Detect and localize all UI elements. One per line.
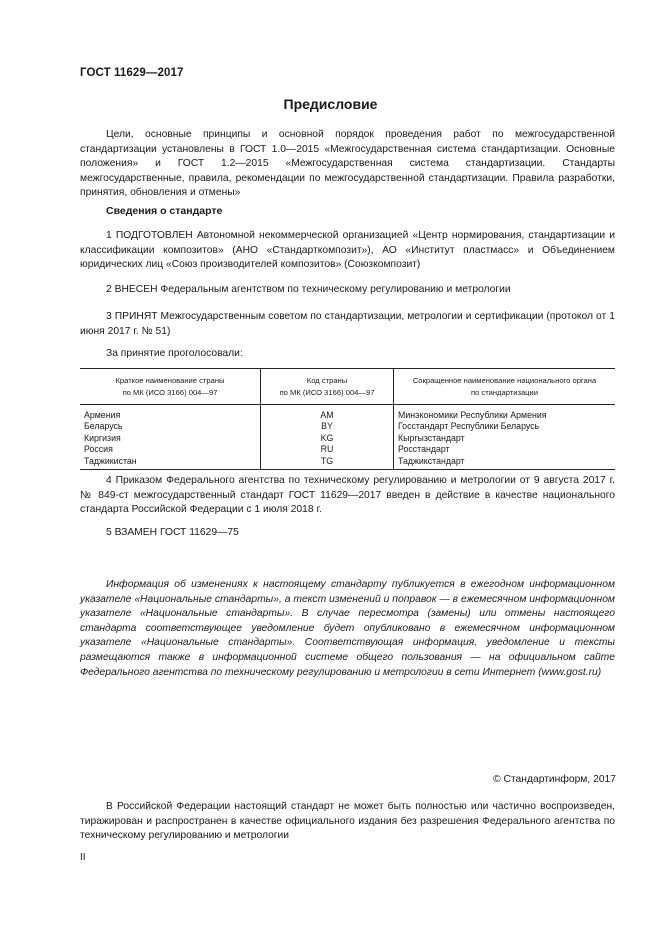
national-body-cell: Минэкономики Республики Армения (398, 410, 547, 420)
header-national-body: Сокращенное наименование национального органа по стандартизации (394, 369, 616, 405)
country-name-cell: Киргизия (84, 432, 121, 443)
country-name-cell: Россия (84, 444, 113, 455)
table-row (80, 421, 615, 432)
table-row (80, 405, 615, 422)
national-body-cell: Росстандарт (398, 444, 450, 455)
header-country-code: Код страны по МК (ИСО 3166) 004—97 (261, 369, 394, 405)
country-name-cell: Беларусь (84, 421, 123, 432)
national-body-cell: Госстандарт Республики Беларусь (398, 421, 540, 432)
country-code-cell: KG (261, 433, 394, 444)
country-code-cell: BY (261, 421, 394, 432)
page-number: II (80, 852, 86, 863)
item-replaces: 5 ВЗАМЕН ГОСТ 11629—75 (106, 527, 239, 538)
national-body-cell: Таджикстандарт (394, 456, 616, 470)
country-code-cell: RU (261, 444, 394, 455)
legal-notice: В Российской Федерации настоящий стандарт не может быть полностью или частично воспроизведен, тиражирован и распространен в качестве официального издания без разрешения Федерального агентства по техническому регулированию и метрологии (80, 801, 615, 842)
copyright-line: © Стандартинформ, 2017 (493, 774, 616, 785)
document-code-header: ГОСТ 11629—2017 (80, 67, 184, 79)
vote-label: За принятие проголосовали: (106, 348, 243, 359)
national-body-cell: Кыргызстандарт (398, 432, 465, 443)
section-heading: Сведения о стандарте (106, 205, 223, 217)
page-title: Предисловие (283, 96, 378, 112)
country-code-cell: AM (261, 405, 394, 422)
country-name-cell: Таджикистан (80, 456, 261, 470)
item-submitted: 2 ВНЕСЕН Федеральным агентством по техническому регулированию и метрологии (106, 284, 511, 295)
country-code-cell: TG (261, 456, 394, 470)
table-header-row (80, 369, 615, 405)
item-adopted: 3 ПРИНЯТ Межгосударственным советом по стандартизации, метрологии и сертификации (протокол от 1 июня 2017 г. № 51) (80, 311, 615, 337)
countries-table (80, 368, 615, 470)
item-prepared: 1 ПОДГОТОВЛЕН Автономной некоммерческой организацией «Центр нормирования, стандартизации и классификации композитов» (АНО «Стандарткомпозит»), АО «Институт пластмасс» и Объединением юридических лиц «Союз производителей композитов» (Союзкомпозит) (80, 230, 615, 271)
table-row (80, 433, 615, 444)
item-enacted: 4 Приказом Федерального агентства по техническому регулированию и метрологии от 9 августа 2017 г. № 849-ст межгосударственный стандарт ГОСТ 11629—2017 введен в действие в качестве национального стандарта Российской Федерации с 1 июля 2018 г. (80, 475, 615, 516)
table-row (80, 444, 615, 455)
intro-paragraph: Цели, основные принципы и основной порядок проведения работ по межгосударственной стандартизации установлены в ГОСТ 1.0—2015 «Межгосударственная система стандартизации. Основные положения» и ГОСТ 1.2—2015 «Межгосударственная система стандартизации. Стандарты межгосударственные, правила, рекомендации по межгосударственной стандартизации. Правила разработки, принятия, обновления и отмены» (80, 129, 615, 199)
table-row (80, 456, 615, 470)
country-name-cell: Армения (84, 410, 121, 420)
header-country-name: Краткое наименование страны по МК (ИСО 3166) 004—97 (80, 369, 261, 405)
info-notice: Информация об изменениях к настоящему стандарту публикуется в ежегодном информационном указателе «Национальные стандарты», а текст изменений и поправок — в ежемесячном информационном указателе «Национальные стандарты». В случае пересмотра (замены) или отмены настоящего стандарта соответствующее уведомление будет опубликовано в ежемесячном информационном указателе «Национальные стандарты». Соответствующая информация, уведомление и тексты размещаются также в информационной системе общего пользования — на официальном сайте Федерального агентства по техническому регулированию и метрологии в сети Интернет (www.gost.ru) (80, 579, 615, 678)
